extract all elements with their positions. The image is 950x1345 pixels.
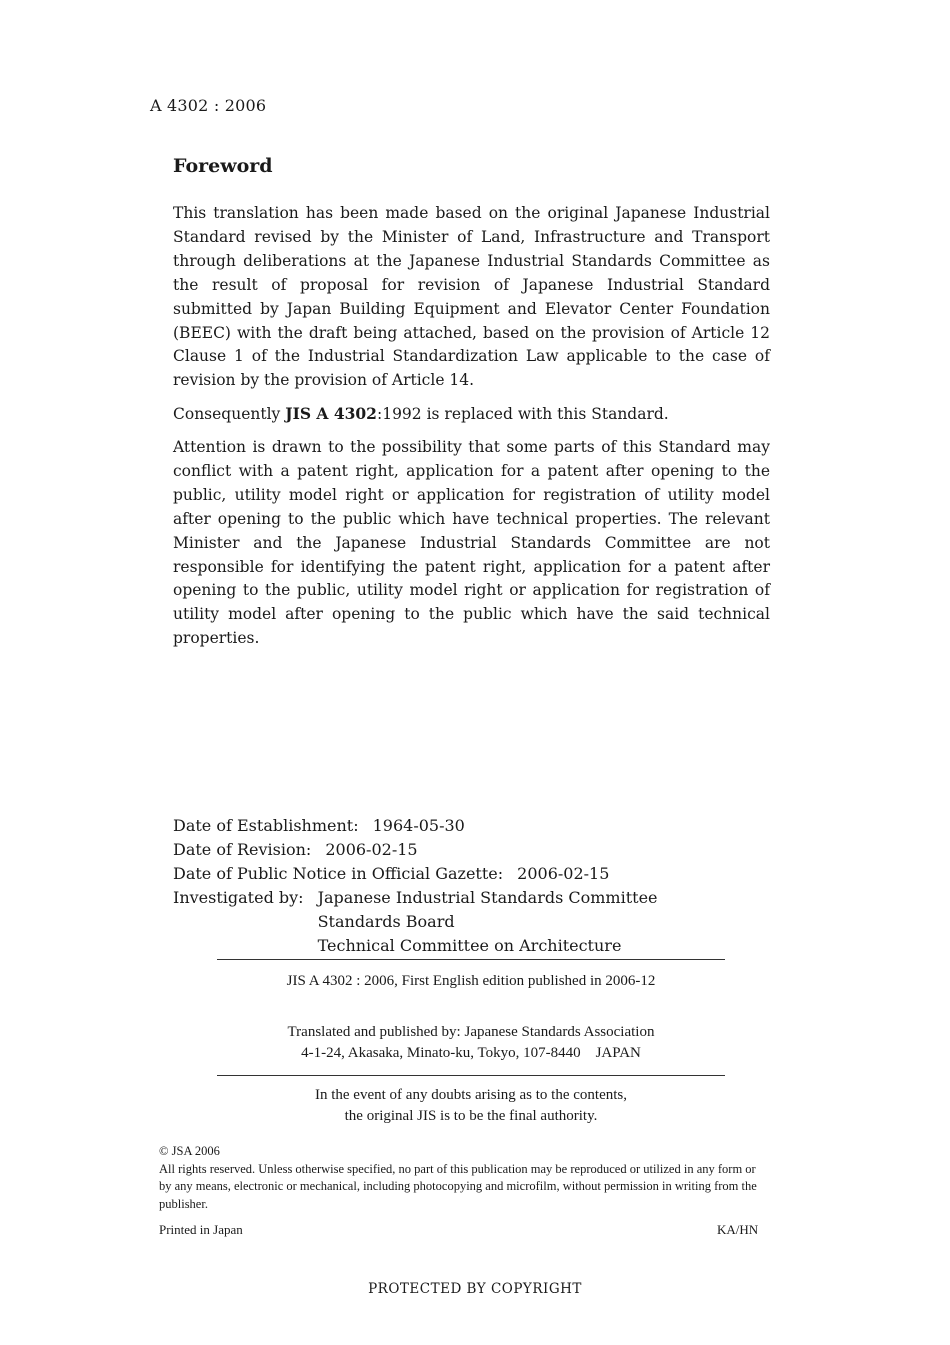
foreword-paragraph-3: Attention is drawn to the possibility that some parts of this Standard may conflict with a patent right, application for a patent after opening to the public, utility model right or application for registration of utility model after opening to the public which have technical properties. The relevant Minister and the Japanese Industrial Standards Committee are not responsible for identifying the patent right, application for a patent after opening to the public, utility model right or application for registration of utility model after opening to the public which have the said technical properties. [173, 438, 770, 648]
investigator-2: Standards Board [317, 912, 455, 931]
paragraph-2-prefix: Consequently [173, 405, 286, 423]
replaced-standard-reference: JIS A 4302 [285, 404, 377, 423]
copyright-block [159, 1143, 769, 1213]
page-identifier: A 4302 : 2006 [150, 96, 267, 115]
revision-value: 2006-02-15 [325, 840, 418, 859]
paragraph-2-suffix: :1992 is replaced with this Standard. [376, 405, 669, 423]
authority-note [217, 1085, 725, 1127]
divider-bottom [217, 1075, 725, 1076]
edition-line: JIS A 4302 : 2006, First English edition published in 2006-12 [286, 973, 656, 989]
foreword-paragraph-2 [173, 402, 770, 427]
publisher-address: 4-1-24, Akasaka, Minato-ku, Tokyo, 107-8440 JAPAN [301, 1045, 641, 1061]
divider-top [217, 959, 725, 960]
public-notice-row [173, 862, 658, 886]
investigated-row [173, 886, 658, 958]
establishment-row [173, 814, 658, 838]
authority-note-line-1: In the event of any doubts arising as to the contents, [314, 1087, 627, 1103]
rights-statement: All rights reserved. Unless otherwise specified, no part of this publication may be reproduced or utilized in any form or by any means, electronic or mechanical, including photocopying and microfilm, without permission in writing from the publisher. [159, 1161, 757, 1211]
authority-note-line-2: the original JIS is to be the final authority. [344, 1108, 598, 1124]
investigated-list [318, 886, 658, 958]
protected-by-copyright-footer: PROTECTED BY COPYRIGHT [368, 1281, 582, 1297]
document-code: KA/HN [717, 1222, 759, 1237]
investigator-1: Japanese Industrial Standards Committee [317, 888, 658, 907]
investigator-3: Technical Committee on Architecture [317, 936, 622, 955]
public-notice-value: 2006-02-15 [517, 864, 610, 883]
revision-row [173, 838, 658, 862]
establishment-value: 1964-05-30 [372, 816, 465, 835]
investigated-label: Investigated by: [173, 888, 304, 907]
public-notice-label: Date of Public Notice in Official Gazette: [173, 864, 504, 883]
dates-block [173, 814, 658, 958]
translated-by-line: Translated and published by: Japanese Standards Association [287, 1024, 655, 1040]
printed-in-label: Printed in Japan [159, 1222, 243, 1237]
foreword-paragraph-1: This translation has been made based on the original Japanese Industrial Standard revised by the Minister of Land, Infrastructure and Transport through deliberations at the Japanese Industrial Standards Committee as the result of proposal for revision of Japanese Industrial Standard submitted by Japan Building Equipment and Elevator Center Foundation (BEEC) with the draft being attached, based on the provision of Article 12 Clause 1 of the Industrial Standardization Law applicable to the case of revision by the provision of Article 14. [173, 204, 770, 390]
copyright-notice: © JSA 2006 [159, 1144, 220, 1158]
establishment-label: Date of Establishment: [173, 816, 359, 835]
publisher-block [217, 1022, 725, 1064]
foreword-heading: Foreword [173, 155, 273, 177]
revision-label: Date of Revision: [173, 840, 312, 859]
